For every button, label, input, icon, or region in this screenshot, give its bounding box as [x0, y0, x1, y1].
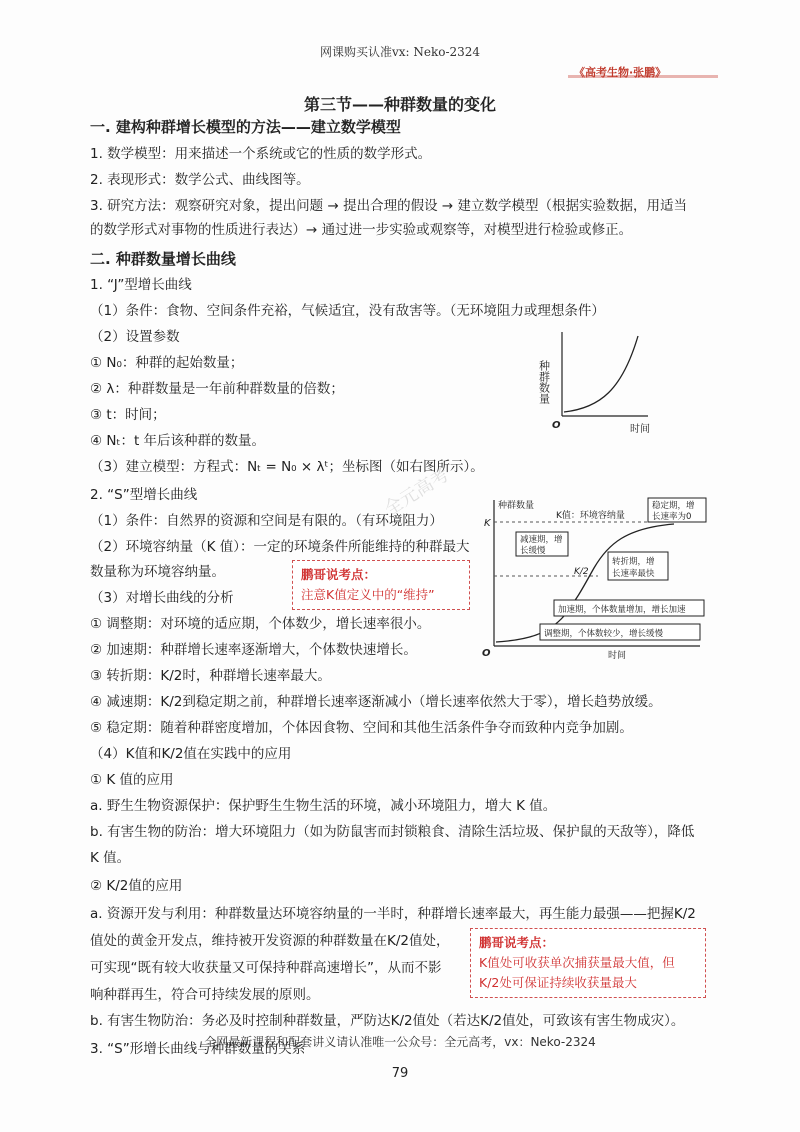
s-xlabel: 时间 [608, 651, 627, 661]
s-analysis-title: （3）对增长曲线的分析 [90, 590, 234, 606]
s-box-accel-text: 加速期，个体数量增加，增长加速 [558, 605, 686, 615]
s-phase: ⑤ 稳定期：随着种群密度增加，个体因食物、空间和其他生活条件争夺而致种内竞争加剧。 [90, 720, 633, 736]
j-xlabel: 时间 [630, 424, 650, 435]
app-title: （4）K值和K/2值在实践中的应用 [90, 746, 292, 762]
s-condition: （1）条件：自然界的资源和空间是有限的。（有环境阻力） [90, 513, 443, 529]
brand-tag: 《高考生物·张鹏》 [574, 66, 667, 79]
j-title: 1. “J”型增长曲线 [90, 277, 192, 293]
s-box-decel-line1: 减速期，增 [520, 535, 563, 545]
section1-item: 的数学形式对事物的性质进行表达）→ 通过进一步实验或观察等，对模型进行检验或修正。 [90, 222, 633, 238]
section2-heading: 二. 种群数量增长曲线 [90, 250, 236, 268]
s-origin: O [482, 648, 491, 659]
k-app-item: b. 有害生物的防治：增大环境阻力（如为防鼠害而封锁粮食、清除生活垃圾、保护鼠的天敌等），降低 [90, 824, 695, 840]
s-box-stable-line1: 稳定期，增 [652, 501, 695, 511]
j-param: ④ Nₜ：t 年后该种群的数量。 [90, 433, 266, 449]
s-phase: ③ 转折期：K/2时，种群增长速率最大。 [90, 668, 331, 684]
s-phase: ① 调整期：对环境的适应期，个体数少，增长速率很小。 [90, 616, 431, 632]
s-box-turn-line1: 转折期，增 [612, 557, 655, 567]
k2-app-item: b. 有害生物防治：务必及时控制种群数量，严防达K/2值处（若达K/2值处，可致该有害生物成灾）。 [90, 1013, 685, 1029]
s-box-decel-line2: 长缓慢 [520, 546, 546, 556]
s-k2-label: K/2 [574, 567, 589, 577]
s-k-note: K值：环境容纳量 [556, 511, 625, 521]
j-condition: （1）条件：食物、空间条件充裕，气候适宜，没有敌害等。（无环境阻力或理想条件） [90, 303, 605, 319]
k-app-title: ① K 值的应用 [90, 772, 174, 788]
s-ylabel: 种群数量 [498, 501, 535, 511]
s-k-definition-cont: 数量称为环境容纳量。 [90, 564, 225, 580]
section1-item: 2. 表现形式：数学公式、曲线图等。 [90, 172, 310, 188]
k2-app-item: 响种群再生，符合可持续发展的原则。 [90, 987, 320, 1003]
callout-body-line2: K/2处可保证持续收获量最大 [479, 975, 637, 990]
diagonal-watermark: 全元高考 [380, 464, 453, 521]
section1-item: 3. 研究方法：观察研究对象，提出问题 → 提出合理的假设 → 建立数学模型（根据实验数据，用适当 [90, 198, 687, 214]
s-box-stable-line2: 长速率为0 [652, 512, 692, 522]
k-app-item: K 值。 [90, 850, 131, 866]
j-param: ③ t：时间； [90, 407, 166, 423]
s-k-definition: （2）环境容纳量（K 值）：一定的环境条件所能维持的种群最大 [90, 539, 470, 555]
j-param: ② λ：种群数量是一年前种群数量的倍数； [90, 381, 344, 397]
j-curve [564, 336, 638, 412]
section1-heading: 一. 建构种群增长模型的方法——建立数学模型 [90, 118, 401, 136]
page-number: 79 [391, 1066, 409, 1081]
j-param: ① N₀：种群的起始数量； [90, 355, 244, 371]
k-app-item: a. 野生生物资源保护：保护野生生物生活的环境，减小环境阻力，增大 K 值。 [90, 798, 557, 814]
s-k-label: K [484, 518, 491, 529]
j-ylabel: 种群数量 [537, 360, 551, 404]
callout-k-definition [292, 560, 470, 610]
s-curve-graph [478, 494, 718, 662]
j-params-title: （2）设置参数 [90, 329, 180, 345]
bottom-watermark: 全网最新课程和配套讲义请认准唯一公众号：全元高考，vx：Neko-2324 [204, 1035, 596, 1049]
top-watermark: 网课购买认准vx: Neko-2324 [319, 45, 481, 59]
next-section-title: 3. “S”形增长曲线与种群数量的关系 [90, 1041, 306, 1057]
s-title: 2. “S”型增长曲线 [90, 487, 198, 503]
s-box-turn-line2: 长速率最快 [612, 569, 655, 579]
j-curve-graph [530, 328, 680, 438]
k2-app-item: 可实现“既有较大收获量又可保持种群高速增长”，从而不影 [90, 960, 442, 976]
callout-title: 鹏哥说考点： [301, 567, 377, 582]
page-title: 第三节——种群数量的变化 [303, 95, 496, 114]
callout-body-line1: K值处可收获单次捕获量最大值，但 [479, 955, 675, 970]
s-phase: ② 加速期：种群增长速率逐渐增大，个体数快速增长。 [90, 642, 417, 658]
callout-k2-harvest [470, 928, 706, 998]
k2-app-item: a. 资源开发与利用：种群数量达环境容纳量的一半时，种群增长速率最大，再生能力最强——把握K/2 [90, 906, 696, 922]
k2-app-item: 值处的黄金开发点，维持被开发资源的种群数量在K/2值处， [90, 933, 450, 949]
section1-item: 1. 数学模型：用来描述一个系统或它的性质的数学形式。 [90, 146, 432, 162]
j-origin: O [552, 420, 561, 431]
s-box-adjust-text: 调整期，个体数较少，增长缓慢 [544, 629, 664, 639]
callout-body: 注意K值定义中的“维持” [301, 587, 435, 602]
k2-app-title: ② K/2值的应用 [90, 878, 183, 894]
s-phase: ④ 减速期：K/2到稳定期之前，种群增长速率逐渐减小（增长速率依然大于零），增长趋势放缓。 [90, 694, 662, 710]
callout-title: 鹏哥说考点： [479, 935, 555, 950]
j-model: （3）建立模型：方程式：Nₜ = N₀ × λᵗ；坐标图（如右图所示）。 [90, 459, 484, 475]
